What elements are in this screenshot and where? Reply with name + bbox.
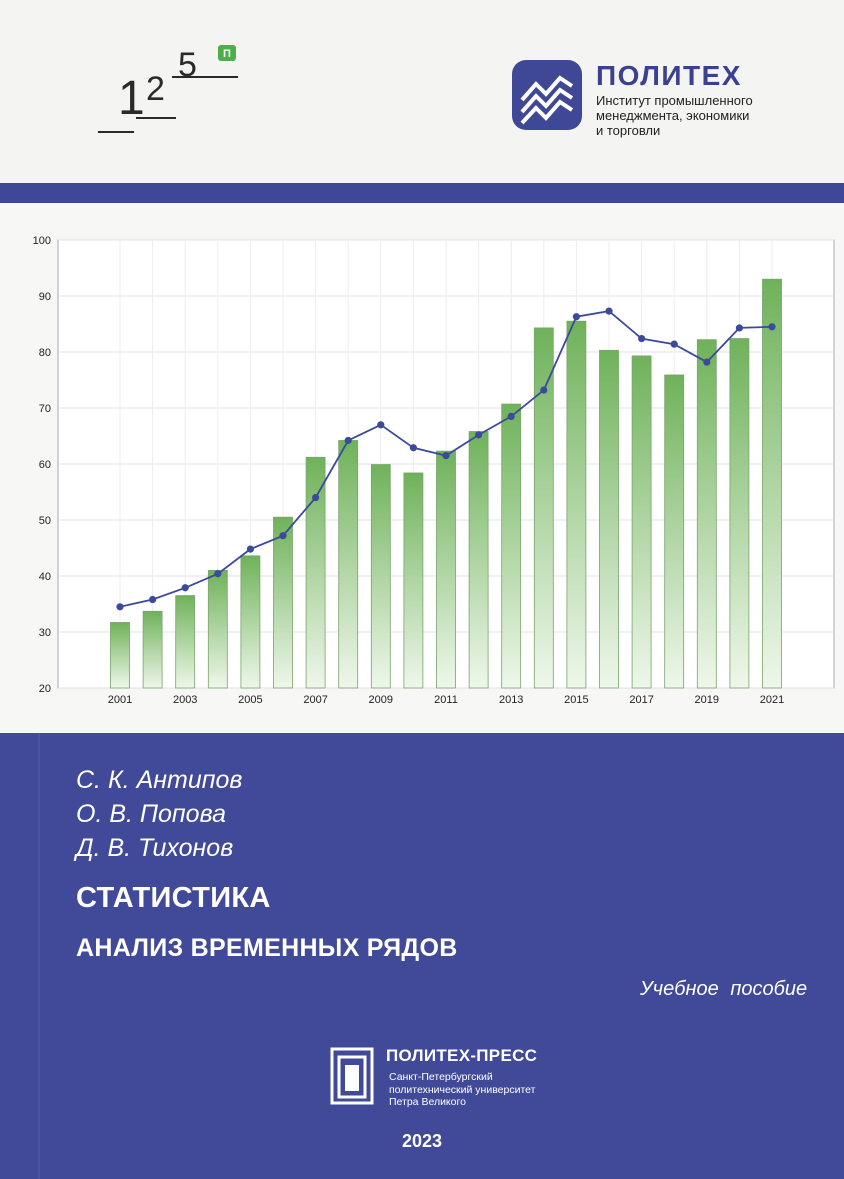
bar [111, 622, 130, 688]
book-subtitle: АНАЛИЗ ВРЕМЕННЫХ РЯДОВ [76, 934, 458, 962]
y-tick-label: 60 [38, 459, 51, 471]
jubilee-125-logo [96, 42, 246, 142]
line-point [410, 444, 417, 451]
y-tick-label: 40 [38, 571, 51, 583]
bar [306, 457, 325, 688]
bar [371, 465, 390, 688]
line-point [703, 358, 710, 365]
book-type: Учебное пособие [640, 978, 808, 1000]
bar [567, 321, 586, 688]
x-tick-label: 2013 [498, 694, 524, 706]
line-point [214, 570, 221, 577]
bar [502, 404, 521, 688]
author-name: Д. В. Тихонов [76, 834, 234, 862]
line-point [345, 437, 352, 444]
x-tick-label: 2011 [434, 694, 458, 706]
x-tick-label: 2003 [172, 694, 198, 706]
publisher-line: политехнический университет [389, 1083, 536, 1096]
line-point [605, 308, 612, 315]
line-point [377, 421, 384, 428]
publisher-logo-icon [330, 1047, 374, 1105]
brand-line: и торговли [596, 123, 661, 138]
spine-fold [38, 733, 40, 1179]
jubilee-digit-2: 2 [146, 70, 165, 108]
bar [632, 356, 651, 688]
bar [143, 611, 162, 688]
bar [404, 473, 423, 688]
x-tick-label: 2021 [759, 694, 785, 706]
brand-line: менеджмента, экономики [596, 108, 750, 123]
brand-line: Институт промышленного [596, 93, 753, 108]
brand-name: ПОЛИТЕХ [596, 60, 742, 91]
x-tick-label: 2009 [368, 694, 394, 706]
bar [469, 432, 488, 688]
brand-institute [596, 93, 796, 138]
bar [437, 451, 456, 688]
line-point [279, 532, 286, 539]
y-tick-label: 30 [38, 627, 51, 639]
book-title: СТАТИСТИКА [76, 882, 271, 914]
x-tick-label: 2019 [694, 694, 720, 706]
polytech-logo-icon [512, 60, 582, 130]
bar [763, 279, 782, 688]
line-point [116, 603, 123, 610]
y-tick-label: 50 [38, 515, 51, 527]
publisher-info [389, 1071, 589, 1109]
bar [176, 596, 195, 688]
jubilee-digit-5: 5 [178, 46, 197, 84]
publisher-name: ПОЛИТЕХ-ПРЕСС [386, 1046, 538, 1065]
line-point [573, 313, 580, 320]
line-point [247, 546, 254, 553]
y-tick-label: 100 [32, 235, 51, 247]
line-point [671, 341, 678, 348]
line-point [638, 335, 645, 342]
bar [600, 350, 619, 688]
y-tick-label: 80 [38, 347, 51, 359]
bar [274, 517, 293, 688]
bar [534, 328, 553, 688]
author-name: С. К. Антипов [76, 766, 243, 794]
line-point [768, 323, 775, 330]
y-tick-label: 20 [38, 683, 51, 695]
line-point [736, 324, 743, 331]
author-name: О. В. Попова [76, 800, 226, 828]
x-tick-label: 2007 [303, 694, 328, 706]
x-tick-label: 2015 [564, 694, 589, 706]
publication-year: 2023 [401, 1131, 443, 1151]
publisher-line: Петра Великого [389, 1096, 466, 1108]
jubilee-badge: П [223, 48, 231, 60]
x-tick-label: 2001 [107, 694, 133, 706]
time-series-chart [18, 228, 838, 708]
bar [730, 339, 749, 688]
x-tick-label: 2005 [238, 694, 263, 706]
publisher-line: Санкт-Петербургский [389, 1071, 493, 1083]
line-point [182, 584, 189, 591]
line-point [475, 431, 482, 438]
y-tick-label: 90 [38, 291, 51, 303]
x-tick-label: 2017 [629, 694, 654, 706]
bar [665, 375, 684, 688]
line-point [508, 413, 515, 420]
bar [241, 556, 260, 688]
bar [697, 340, 716, 688]
jubilee-digit-1: 1 [118, 72, 145, 125]
bar [208, 570, 227, 688]
line-point [442, 452, 449, 459]
bar [339, 440, 358, 688]
line-point [540, 386, 547, 393]
blue-stripe [0, 183, 844, 203]
authors-list [76, 763, 242, 865]
line-point [312, 494, 319, 501]
y-tick-label: 70 [38, 403, 51, 415]
line-point [149, 596, 156, 603]
